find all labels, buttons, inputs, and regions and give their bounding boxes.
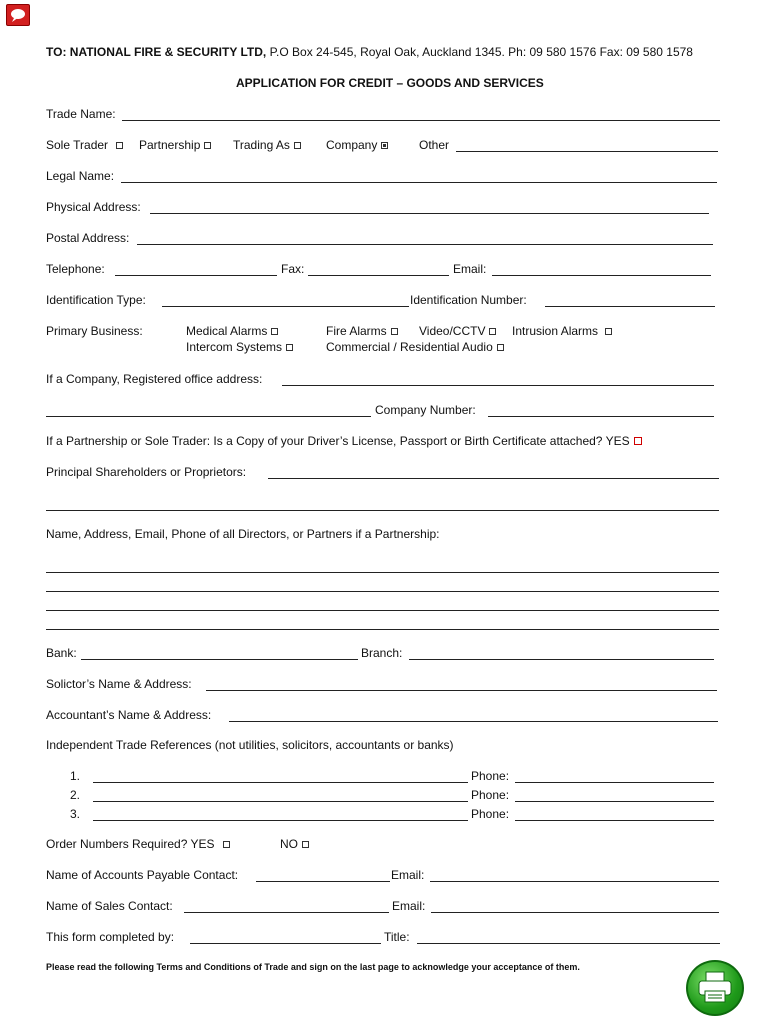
solicitor-label: Solictor’s Name & Address:: [46, 677, 192, 691]
postal-address-field[interactable]: [137, 244, 713, 245]
fire-label: Fire Alarms: [326, 324, 387, 338]
shareholders-field[interactable]: [268, 478, 719, 479]
footer-note: Please read the following Terms and Conditions of Trade and sign on the last page to acknowledge your acceptance of them.: [46, 962, 580, 972]
ap-email-label: Email:: [391, 868, 425, 882]
id-type-field[interactable]: [162, 306, 409, 307]
printer-icon[interactable]: [686, 960, 744, 1016]
ref-1-phone-field[interactable]: [515, 782, 714, 783]
business-intercom[interactable]: [186, 340, 293, 354]
trading-as-label: Trading As: [233, 138, 290, 152]
ap-email-field[interactable]: [430, 881, 719, 882]
intrusion-label: Intrusion Alarms: [512, 324, 599, 338]
ref-3-phone-label: Phone:: [471, 807, 510, 821]
partnership-checkbox[interactable]: [204, 142, 211, 149]
business-video[interactable]: [419, 324, 496, 338]
postal-address-label: Postal Address:: [46, 231, 130, 245]
order-numbers-no[interactable]: [280, 837, 309, 851]
legal-name-label: Legal Name:: [46, 169, 115, 183]
branch-label: Branch:: [361, 646, 403, 660]
ref-2-phone-field[interactable]: [515, 801, 714, 802]
ref-number-1: 1.: [70, 769, 81, 783]
physical-address-field[interactable]: [150, 213, 709, 214]
business-intrusion[interactable]: [512, 324, 612, 338]
company-name: TO: NATIONAL FIRE & SECURITY LTD,: [46, 45, 267, 59]
physical-address-label: Physical Address:: [46, 200, 141, 214]
accountant-label: Accountant’s Name & Address:: [46, 708, 212, 722]
sole-trader-label: Sole Trader: [46, 138, 109, 152]
video-label: Video/CCTV: [419, 324, 486, 338]
entity-trading-as[interactable]: [233, 138, 301, 152]
email-label: Email:: [453, 262, 487, 276]
id-number-label: Identification Number:: [410, 293, 527, 307]
title-field[interactable]: [417, 943, 720, 944]
accountant-field[interactable]: [229, 721, 718, 722]
id-type-label: Identification Type:: [46, 293, 146, 307]
id-attached-label: If a Partnership or Sole Trader: Is a Copy of your Driver’s License, Passport or Birth Certificate attached? YES: [46, 434, 630, 448]
trading-as-checkbox[interactable]: [294, 142, 301, 149]
completed-by-label: This form completed by:: [46, 930, 175, 944]
registered-office-label: If a Company, Registered office address:: [46, 372, 263, 386]
email-field[interactable]: [492, 275, 711, 276]
header-line: [46, 45, 693, 59]
ref-2-phone-label: Phone:: [471, 788, 510, 802]
trade-name-label: Trade Name:: [46, 107, 116, 121]
sales-email-field[interactable]: [431, 912, 719, 913]
sole-trader-checkbox[interactable]: [116, 142, 123, 149]
fax-field[interactable]: [308, 275, 449, 276]
partnership-label: Partnership: [139, 138, 201, 152]
medical-label: Medical Alarms: [186, 324, 268, 338]
solicitor-field[interactable]: [206, 690, 717, 691]
ap-contact-label: Name of Accounts Payable Contact:: [46, 868, 239, 882]
shareholders-field-2[interactable]: [46, 510, 719, 511]
ref-3-phone-field[interactable]: [515, 820, 714, 821]
video-checkbox[interactable]: [489, 328, 496, 335]
business-medical[interactable]: [186, 324, 278, 338]
sales-email-label: Email:: [392, 899, 426, 913]
directors-field-4[interactable]: [46, 629, 719, 630]
bank-field[interactable]: [81, 659, 358, 660]
entity-sole-trader[interactable]: [46, 138, 123, 152]
title-label: Title:: [384, 930, 410, 944]
ref-3-field[interactable]: [93, 820, 468, 821]
audio-checkbox[interactable]: [497, 344, 504, 351]
order-numbers-yes[interactable]: [46, 837, 230, 851]
ref-number-3: 3.: [70, 807, 81, 821]
ref-number-2: 2.: [70, 788, 81, 802]
order-numbers-label: Order Numbers Required? YES: [46, 837, 215, 851]
directors-field-2[interactable]: [46, 591, 719, 592]
fire-checkbox[interactable]: [391, 328, 398, 335]
intercom-label: Intercom Systems: [186, 340, 283, 354]
registered-office-field-2[interactable]: [46, 416, 371, 417]
registered-office-field[interactable]: [282, 385, 714, 386]
intercom-checkbox[interactable]: [286, 344, 293, 351]
sales-contact-label: Name of Sales Contact:: [46, 899, 173, 913]
primary-business-label: Primary Business:: [46, 324, 143, 338]
company-address: P.O Box 24-545, Royal Oak, Auckland 1345. Ph: 09 580 1576 Fax: 09 580 1578: [266, 45, 693, 59]
ref-2-field[interactable]: [93, 801, 468, 802]
id-attached-yes-checkbox[interactable]: [634, 437, 642, 445]
order-yes-checkbox[interactable]: [223, 841, 230, 848]
company-number-label: Company Number:: [375, 403, 476, 417]
entity-company[interactable]: [326, 138, 388, 152]
legal-name-field[interactable]: [121, 182, 717, 183]
shareholders-label: Principal Shareholders or Proprietors:: [46, 465, 247, 479]
telephone-field[interactable]: [115, 275, 277, 276]
company-checkbox[interactable]: [381, 142, 388, 149]
intrusion-checkbox[interactable]: [605, 328, 612, 335]
form-title: APPLICATION FOR CREDIT – GOODS AND SERVICES: [236, 76, 544, 90]
fax-label: Fax:: [281, 262, 305, 276]
telephone-label: Telephone:: [46, 262, 105, 276]
other-field[interactable]: [456, 151, 718, 152]
entity-partnership[interactable]: [139, 138, 211, 152]
ref-1-field[interactable]: [93, 782, 468, 783]
company-label: Company: [326, 138, 378, 152]
business-audio[interactable]: [326, 340, 504, 354]
trade-refs-label: Independent Trade References (not utilities, solicitors, accountants or banks): [46, 738, 454, 752]
ap-contact-field[interactable]: [256, 881, 390, 882]
medical-checkbox[interactable]: [271, 328, 278, 335]
business-fire[interactable]: [326, 324, 398, 338]
trade-name-field[interactable]: [122, 120, 720, 121]
comment-icon[interactable]: [6, 4, 30, 26]
id-number-field[interactable]: [545, 306, 715, 307]
ref-1-phone-label: Phone:: [471, 769, 510, 783]
audio-label: Commercial / Residential Audio: [326, 340, 493, 354]
directors-field-3[interactable]: [46, 610, 719, 611]
directors-field-1[interactable]: [46, 572, 719, 573]
directors-label: Name, Address, Email, Phone of all Directors, or Partners if a Partnership:: [46, 527, 440, 541]
order-no-label: NO: [280, 837, 298, 851]
order-no-checkbox[interactable]: [302, 841, 309, 848]
company-number-field[interactable]: [488, 416, 714, 417]
branch-field[interactable]: [409, 659, 714, 660]
other-label: Other: [419, 138, 450, 152]
bank-label: Bank:: [46, 646, 77, 660]
sales-contact-field[interactable]: [184, 912, 389, 913]
id-attached-question: [46, 434, 642, 448]
completed-by-field[interactable]: [190, 943, 381, 944]
